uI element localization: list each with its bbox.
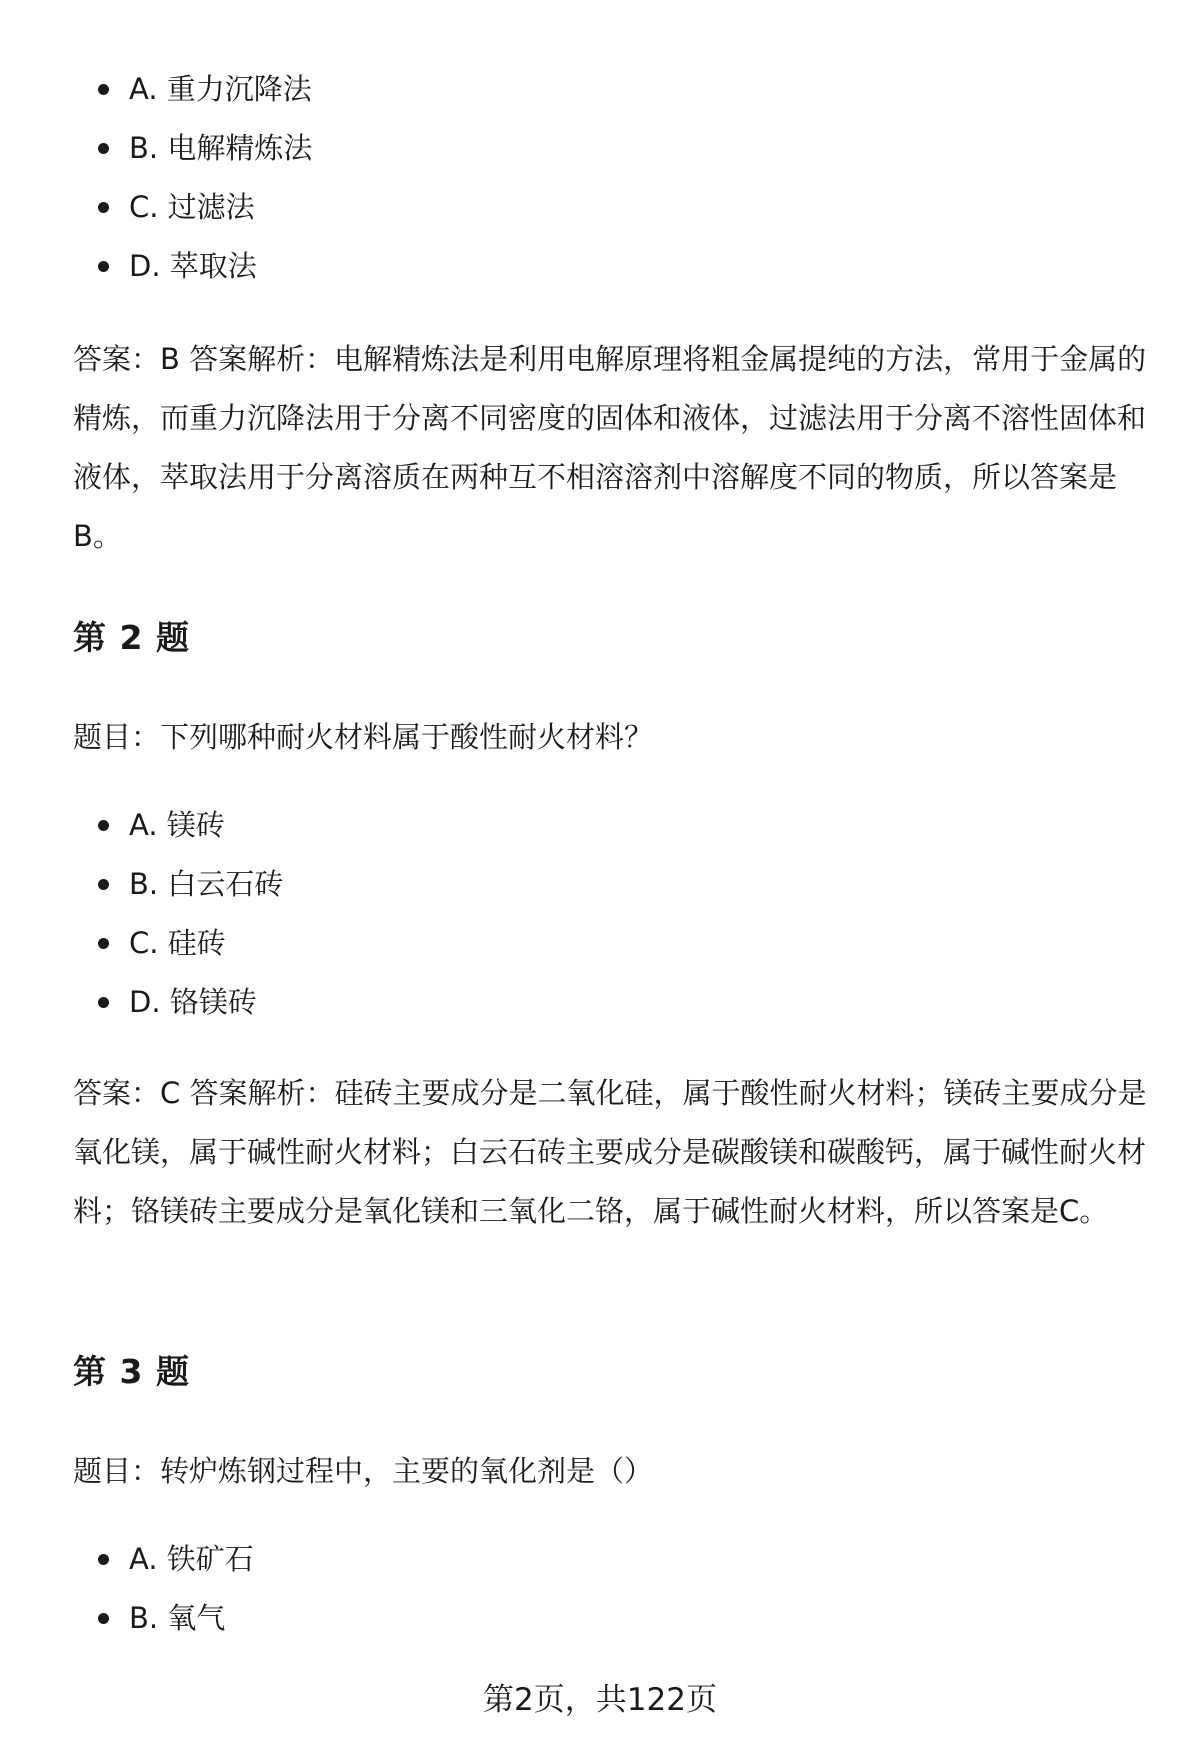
q2-option-d: D. 铬镁砖: [129, 985, 257, 1019]
q2-options-list: [73, 796, 283, 1032]
q3-option-b: B. 氧气: [129, 1601, 226, 1635]
q3-heading: 第 3 题: [73, 1352, 190, 1391]
q2-option-b: B. 白云石砖: [129, 867, 284, 901]
list-item: [73, 1530, 254, 1589]
q2-option-a: A. 镁砖: [129, 808, 225, 842]
bullet-icon: [98, 997, 109, 1008]
list-item: [73, 237, 312, 296]
list-item: [73, 973, 283, 1032]
q2-answer: 答案：C 答案解析：硅砖主要成分是二氧化硅，属于酸性耐火材料；镁砖主要成分是氧化镁，属于碱性耐火材料；白云石砖主要成分是碳酸镁和碳酸钙，属于碱性耐火材料；铬镁砖主要成分是氧化镁和三氧化二铬，属于碱性耐火材料，所以答案是C。: [73, 1076, 1147, 1228]
bullet-icon: [98, 820, 109, 831]
q1-answer: 答案：B 答案解析：电解精炼法是利用电解原理将粗金属提纯的方法，常用于金属的精炼，而重力沉降法用于分离不同密度的固体和液体，过滤法用于分离不溶性固体和液体，萃取法用于分离溶质在两种互不相溶溶剂中溶解度不同的物质，所以答案是B。: [73, 342, 1147, 553]
bullet-icon: [98, 143, 109, 154]
q2-question: 题目：下列哪种耐火材料属于酸性耐火材料？: [73, 720, 654, 754]
q3-question: 题目：转炉炼钢过程中，主要的氧化剂是（）: [73, 1454, 654, 1488]
q1-option-a: A. 重力沉降法: [129, 72, 312, 106]
list-item: [73, 119, 312, 178]
bullet-icon: [98, 202, 109, 213]
q1-options-list: [73, 60, 312, 296]
bullet-icon: [98, 1613, 109, 1624]
list-item: [73, 855, 283, 914]
q2-option-c: C. 硅砖: [129, 926, 226, 960]
list-item: [73, 178, 312, 237]
q3-option-a: A. 铁矿石: [129, 1542, 254, 1576]
q2-heading: 第 2 题: [73, 618, 190, 657]
list-item: [73, 60, 312, 119]
bullet-icon: [98, 879, 109, 890]
bullet-icon: [98, 938, 109, 949]
list-item: [73, 796, 283, 855]
q1-option-b: B. 电解精炼法: [129, 131, 313, 165]
page-footer: 第2页，共122页: [483, 1682, 717, 1718]
list-item: [73, 1589, 254, 1648]
bullet-icon: [98, 84, 109, 95]
q1-option-c: C. 过滤法: [129, 190, 255, 224]
q3-options-list: [73, 1530, 254, 1648]
bullet-icon: [98, 261, 109, 272]
q1-option-d: D. 萃取法: [129, 249, 257, 283]
bullet-icon: [98, 1554, 109, 1565]
list-item: [73, 914, 283, 973]
